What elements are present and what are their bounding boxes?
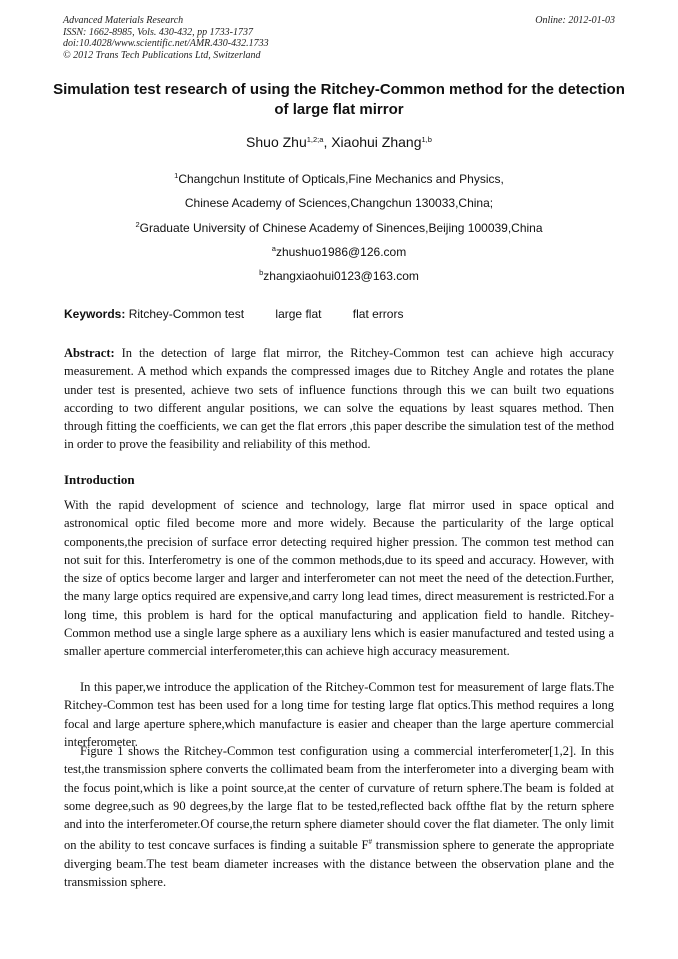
section-heading-introduction: Introduction <box>64 472 135 487</box>
abstract-text: In the detection of large flat mirror, the Ritchey-Common test can achieve high accuracy measurement. A method which expands the compressed images due to Ritchey Angle and rotates the plane under test is presented, achieve two sets of influence functions through this we can built two equations according to two different angular positions, we can solve the equations by least squares method. Then through fitting the coefficients, we can get the flat errors ,this paper describe the simulation test of the method in order to prove the feasibility and reliability of this method. <box>64 346 614 452</box>
intro-paragraph-3 <box>64 742 614 891</box>
online-date: Online: 2012-01-03 <box>535 15 615 26</box>
doi-line: doi:10.4028/www.scientific.net/AMR.430-432.1733 <box>63 38 269 50</box>
email-a <box>0 244 678 259</box>
keywords-line <box>64 307 431 321</box>
keywords-label: Keywords: <box>64 307 126 321</box>
author-separator: , <box>323 134 332 150</box>
affiliation-2 <box>0 220 678 235</box>
affiliation-superscript: 1 <box>174 171 179 180</box>
author-superscript: 1,b <box>421 135 432 144</box>
f-number-superscript: # <box>368 837 373 847</box>
journal-header <box>63 15 615 61</box>
affiliation-superscript: 2 <box>135 220 140 229</box>
author-name: Xiaohui Zhang <box>331 134 422 150</box>
copyright-line: © 2012 Trans Tech Publications Ltd, Switzerland <box>63 49 261 61</box>
email-b <box>0 268 678 283</box>
intro-paragraph-2: In this paper,we introduce the application of the Ritchey-Common test for measurement of large flats.The Ritchey-Common test has been used for a long time for testing large flat optics.This method requires a long focal and large aperture sphere,which manufacture is easier and cheaper than the large aperture commercial interferometer. <box>64 680 614 749</box>
email-text: zhangxiaohui0123@163.com <box>263 269 419 283</box>
affiliation-1-line-2: Chinese Academy of Sciences,Changchun 130033,China; <box>184 196 494 210</box>
email-text: zhushuo1986@126.com <box>275 245 407 259</box>
abstract-label: Abstract: <box>64 346 115 360</box>
intro-paragraph-1: With the rapid development of science and technology, large flat mirror used in space optical and astronomical optic filed become more and more widely. Because the particularity of the large optical components,the precision of surface error detecting required higher pression. The common test method can not suit for this. Interferometry is one of the common methods,due to its speed and accuracy. However, with the size of optics become larger and larger and interferometer can not meet the need of the detection.Further, the many large optics required are expensive,and carry long lead times, direct measurement is restricted.For a long time, this problem is hard for the optical manufacturing and application field to handle. Ritchey-Common method use a single large sphere as a auxiliary lens which is easier manufactured and tested using a smaller aperture commercial interferometer,this can achieve high accuracy measurement. <box>64 498 614 658</box>
keyword-item: Ritchey-Common test <box>128 307 245 321</box>
affiliation-text: Graduate University of Chinese Academy of Sinences,Beijing 100039,China <box>139 221 543 235</box>
keyword-item: large flat <box>275 307 322 321</box>
intro-p3-text-a: Figure 1 shows the Ritchey-Common test configuration using a commercial interferometer[1,2]. In this test,the transmission sphere converts the collimated beam from the interferometer into a diverging beam with the focus point,which is like a point source,at the center of curvature of return sphere.The beam is folded at some degree,such as 90 degrees,by the large flat to be tested,reflected back offthe flat by the return sphere and into the interferometer.Of course,the return sphere diameter should cover the flat diameter. The only limit on the ability to test concave surfaces is finding a suitable F <box>64 744 614 853</box>
author-superscript: 1,2;a <box>306 135 324 144</box>
issn-line: ISSN: 1662-8985, Vols. 430-432, pp 1733-1737 <box>63 26 253 38</box>
abstract-paragraph <box>64 344 614 454</box>
affiliation-text: Changchun Institute of Opticals,Fine Mechanics and Physics, <box>178 172 504 186</box>
journal-name: Advanced Materials Research <box>63 15 184 26</box>
affiliation-1-line-1 <box>0 171 678 186</box>
author-line <box>0 134 678 150</box>
paper-title: Simulation test research of using the Ritchey-Common method for the detection of large flat mirror <box>53 81 625 118</box>
intro-p3-text-b: transmission sphere to generate the appropriate diverging beam.The test beam diameter increases with the distance between the observation plane and the transmission sphere. <box>64 838 614 889</box>
email-superscript: a <box>271 244 276 253</box>
keyword-item: flat errors <box>352 307 404 321</box>
email-superscript: b <box>259 268 264 277</box>
author-name: Shuo Zhu <box>246 134 307 150</box>
